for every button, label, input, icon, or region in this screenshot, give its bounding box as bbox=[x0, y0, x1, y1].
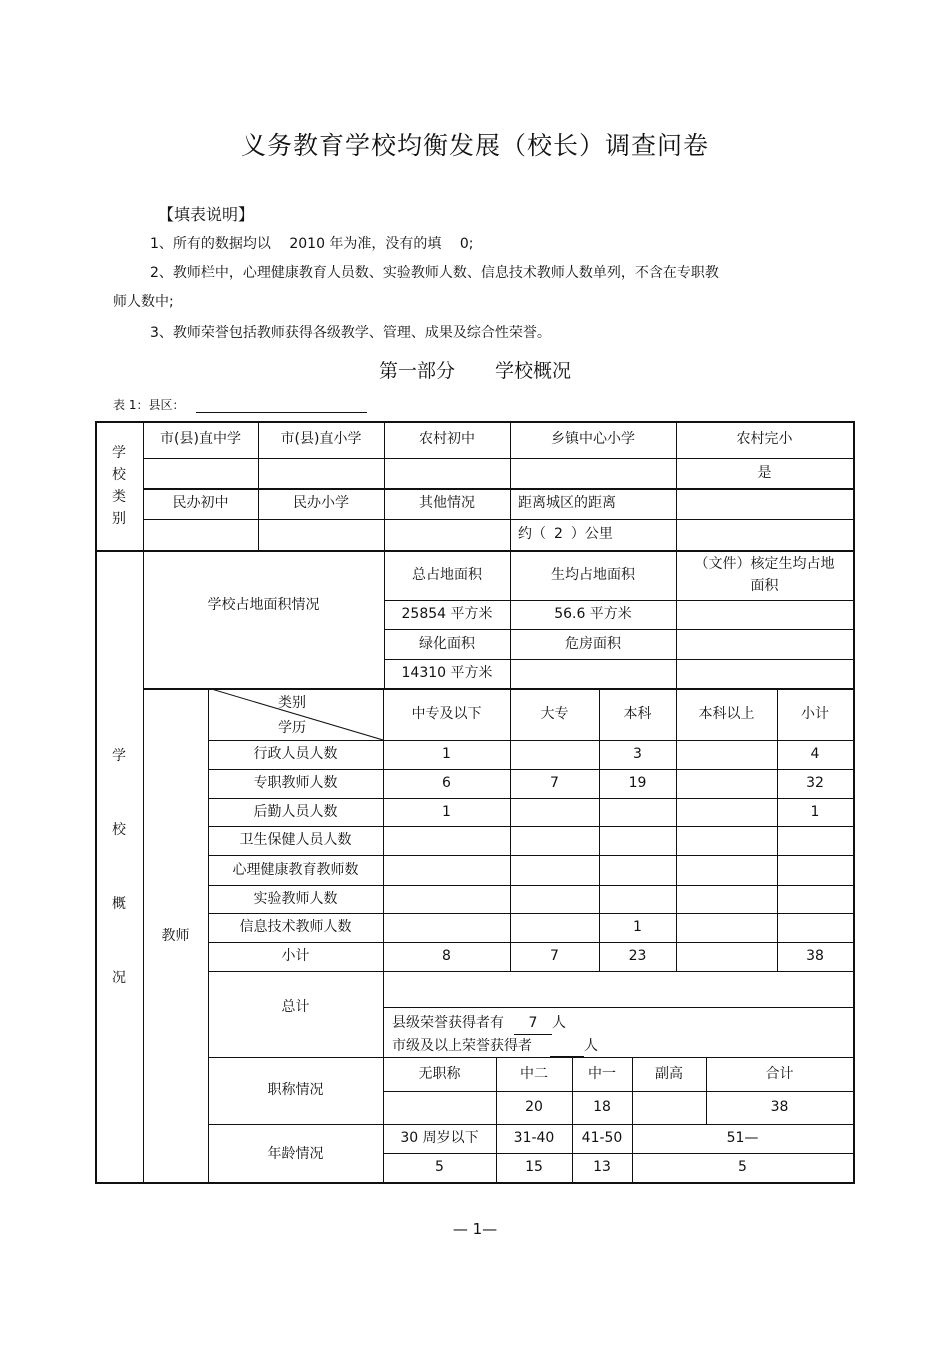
table-row-label: 信息技术教师人数 bbox=[239, 919, 352, 935]
school-type-value[interactable] bbox=[384, 458, 510, 488]
col-bachelor: 本科 bbox=[623, 705, 652, 722]
table-row-label: 小计 bbox=[281, 948, 310, 964]
table-cell[interactable] bbox=[383, 826, 510, 855]
table-cell[interactable] bbox=[383, 855, 510, 885]
age-col-41-50: 41-50 bbox=[581, 1130, 623, 1146]
table-cell[interactable] bbox=[632, 1091, 706, 1124]
table-cell[interactable] bbox=[676, 855, 777, 885]
teachers-label: 教师 bbox=[161, 927, 190, 944]
title-col-intermediate-1: 中一 bbox=[588, 1065, 616, 1082]
title-col-total: 合计 bbox=[765, 1065, 794, 1082]
table-cell[interactable] bbox=[510, 798, 599, 826]
school-type-rural-middle: 农村初中 bbox=[419, 431, 475, 447]
city-honor-count[interactable] bbox=[550, 1040, 584, 1057]
page-number: — 1— bbox=[452, 1220, 498, 1238]
table-cell[interactable]: 1 bbox=[633, 919, 642, 935]
age-col-51-plus: 51— bbox=[726, 1130, 759, 1146]
per-student-area-header: 生均占地面积 bbox=[551, 566, 635, 583]
table-cell[interactable] bbox=[599, 855, 676, 885]
instruction-2b: 师人数中; bbox=[113, 294, 174, 310]
school-type-private-primary: 民办小学 bbox=[293, 495, 349, 511]
age-col-under30: 30 周岁以下 bbox=[400, 1130, 479, 1146]
table-cell[interactable] bbox=[676, 740, 777, 769]
table-cell[interactable]: 15 bbox=[525, 1159, 543, 1175]
table-cell[interactable]: 19 bbox=[628, 775, 647, 791]
table-row-label: 专职教师人数 bbox=[253, 775, 338, 791]
table-cell[interactable]: 38 bbox=[770, 1099, 789, 1115]
school-type-city-middle: 市(县)直中学 bbox=[160, 431, 241, 447]
approved-area-header: （文件）核定生均占地面积 bbox=[694, 555, 835, 594]
school-type-value[interactable] bbox=[510, 458, 676, 488]
total-label: 总计 bbox=[281, 998, 310, 1015]
table-cell[interactable]: 5 bbox=[435, 1159, 444, 1175]
land-area-label: 学校占地面积情况 bbox=[207, 596, 320, 613]
table-cell[interactable] bbox=[676, 913, 777, 942]
school-type-city-primary: 市(县)直小学 bbox=[280, 431, 362, 447]
table-cell[interactable]: 5 bbox=[738, 1159, 747, 1175]
col-secondary-below: 中专及以下 bbox=[411, 705, 482, 722]
green-area-value[interactable]: 14310 平方米 bbox=[401, 665, 493, 681]
honors-block: 县级荣誉获得者有 7 人 市级及以上荣誉获得者 人 bbox=[392, 1012, 598, 1057]
table-row-label: 卫生保健人员人数 bbox=[239, 832, 352, 848]
titles-label: 职称情况 bbox=[267, 1082, 324, 1098]
total-area-value[interactable]: 25854 平方米 bbox=[401, 606, 493, 622]
table-row-label: 行政人员人数 bbox=[253, 746, 338, 762]
table-cell[interactable]: 8 bbox=[442, 948, 451, 964]
table-cell[interactable]: 3 bbox=[633, 746, 642, 762]
table-cell[interactable] bbox=[599, 885, 676, 913]
school-type-side-label: 学 校 类 别 bbox=[112, 444, 126, 527]
table-cell[interactable] bbox=[510, 826, 599, 855]
table-cell[interactable] bbox=[383, 1091, 496, 1124]
table-cell[interactable] bbox=[510, 740, 599, 769]
diag-category: 类别 bbox=[278, 695, 306, 711]
school-type-value[interactable]: 是 bbox=[757, 464, 772, 481]
school-type-value[interactable] bbox=[258, 458, 384, 488]
school-type-private-middle: 民办初中 bbox=[172, 495, 229, 511]
county-input-line[interactable] bbox=[196, 412, 367, 413]
county-honor-count[interactable]: 7 bbox=[514, 1012, 552, 1035]
title-col-associate-senior: 副高 bbox=[655, 1065, 683, 1082]
table-cell[interactable]: 38 bbox=[806, 948, 824, 964]
table-cell[interactable]: 13 bbox=[593, 1159, 611, 1175]
table-cell[interactable]: 23 bbox=[628, 948, 647, 964]
table-cell[interactable]: 1 bbox=[442, 803, 451, 820]
table-cell[interactable]: 7 bbox=[550, 948, 559, 964]
table-cell[interactable]: 7 bbox=[550, 775, 559, 791]
table-cell[interactable] bbox=[777, 826, 853, 855]
total-area-header: 总占地面积 bbox=[412, 566, 482, 583]
table-cell[interactable] bbox=[676, 798, 777, 826]
school-type-value[interactable] bbox=[143, 458, 258, 488]
title-col-intermediate-2: 中二 bbox=[520, 1065, 548, 1082]
age-label: 年龄情况 bbox=[267, 1145, 324, 1162]
instructions-heading: 【填表说明】 bbox=[158, 205, 255, 224]
table-row-label: 实验教师人数 bbox=[253, 890, 338, 907]
dangerous-building-header: 危房面积 bbox=[565, 635, 621, 652]
distance-label: 距离城区的距离 bbox=[518, 495, 616, 511]
table-label: 表 1：县区： bbox=[113, 398, 185, 412]
survey-table bbox=[95, 421, 855, 1184]
school-type-rural-complete-primary: 农村完小 bbox=[736, 431, 793, 447]
table-cell[interactable]: 1 bbox=[810, 803, 820, 820]
table-cell[interactable]: 32 bbox=[806, 775, 824, 791]
table-cell[interactable]: 6 bbox=[442, 775, 451, 791]
table-row-label: 后勤人员人数 bbox=[253, 803, 338, 820]
distance-value: 约（ 2 ）公里 bbox=[510, 519, 676, 550]
table-cell[interactable] bbox=[599, 798, 676, 826]
col-above-bachelor: 本科以上 bbox=[698, 705, 755, 722]
table-cell[interactable] bbox=[383, 913, 510, 942]
table-cell[interactable] bbox=[777, 885, 853, 913]
diag-education: 学历 bbox=[278, 720, 306, 736]
school-type-other: 其他情况 bbox=[419, 495, 475, 511]
section-name: 学校概况 bbox=[495, 360, 572, 382]
green-area-header: 绿化面积 bbox=[419, 635, 475, 652]
age-col-31-40: 31-40 bbox=[513, 1130, 555, 1146]
table-cell[interactable] bbox=[777, 913, 853, 942]
distance-km[interactable]: 2 bbox=[554, 526, 563, 542]
instruction-2a: 2、教师栏中，心理健康教育人员数、实验教师人数、信息技术教师人数单列，不含在专职教 bbox=[150, 265, 719, 281]
table-row-label: 心理健康教育教师数 bbox=[232, 861, 359, 878]
table-cell[interactable] bbox=[510, 855, 599, 885]
instruction-1: 1、所有的数据均以 2010 年为准，没有的填 0; bbox=[150, 236, 474, 252]
col-subtotal: 小计 bbox=[801, 705, 829, 722]
school-type-town-central-primary: 乡镇中心小学 bbox=[551, 431, 635, 447]
title-col-none: 无职称 bbox=[418, 1065, 461, 1082]
table-cell[interactable]: 4 bbox=[810, 746, 820, 762]
table-cell[interactable] bbox=[599, 826, 676, 855]
table-cell[interactable] bbox=[676, 769, 777, 798]
table-cell[interactable] bbox=[777, 855, 853, 885]
table-cell[interactable] bbox=[676, 942, 777, 971]
table-cell[interactable]: 20 bbox=[525, 1099, 543, 1115]
table-cell[interactable] bbox=[676, 826, 777, 855]
table-cell[interactable] bbox=[510, 885, 599, 913]
overview-side-label: 学 校 概 况 bbox=[112, 748, 126, 986]
page-title: 义务教育学校均衡发展（校长）调查问卷 bbox=[240, 131, 709, 160]
section-title bbox=[0, 356, 950, 383]
table-cell[interactable] bbox=[383, 885, 510, 913]
instruction-3: 3、教师荣誉包括教师获得各级教学、管理、成果及综合性荣誉。 bbox=[150, 325, 551, 341]
table-cell[interactable] bbox=[676, 885, 777, 913]
per-student-area-value[interactable]: 56.6 平方米 bbox=[554, 606, 632, 622]
table-cell[interactable] bbox=[510, 913, 599, 942]
table-cell[interactable]: 18 bbox=[593, 1099, 611, 1115]
col-junior-college: 大专 bbox=[540, 705, 569, 722]
section-number: 第一部分 bbox=[378, 360, 455, 382]
table-cell[interactable]: 1 bbox=[442, 746, 451, 762]
